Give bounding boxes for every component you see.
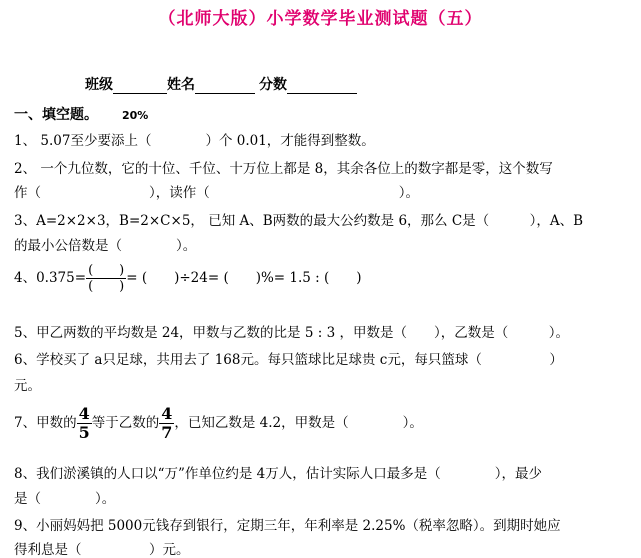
section-title: 一、填空题。 <box>14 107 98 123</box>
question-7-suffix: ，已知乙数是 4.2，甲数是（ ）。 <box>174 415 423 431</box>
section-percent: 20% <box>122 109 149 122</box>
question-3-line-2: 的最小公倍数是（ ）。 <box>14 238 197 254</box>
question-2-line-2: 作（ ），读作（ ）。 <box>14 185 419 201</box>
name-label: 姓名 <box>167 77 195 93</box>
question-4-suffix: = ( )÷24= ( )%= 1.5 : ( ) <box>126 270 362 286</box>
question-7-prefix: 7、甲数的 <box>14 415 77 431</box>
fraction-numerator: ( ) <box>88 263 125 278</box>
student-info-line <box>85 74 357 94</box>
score-label: 分数 <box>259 77 287 93</box>
question-7-fraction-1 <box>77 406 92 441</box>
question-7-fraction-2 <box>159 406 174 441</box>
question-9-line-1: 9、小丽妈妈把 5000元钱存到银行，定期三年，年利率是 2.25%（税率忽略）。到期时她应 <box>14 518 561 534</box>
question-3-line-1: 3、A=2×2×3，B=2×C×5， 已知 A、B两数的最大公约数是 6，那么 C是（ ），A、B <box>14 213 584 229</box>
class-label: 班级 <box>85 77 113 93</box>
score-blank <box>287 79 357 94</box>
page-title: （北师大版）小学数学毕业测试题（五） <box>158 9 483 29</box>
fraction-denominator: ( ) <box>88 279 125 294</box>
question-4-prefix: 4、0.375= <box>14 270 87 286</box>
fraction-denominator: 5 <box>78 423 90 442</box>
fraction-numerator: 4 <box>78 404 90 423</box>
question-1: 1、 5.07至少要添上（ ）个 0.01，才能得到整数。 <box>14 133 375 149</box>
question-5: 5、甲乙两数的平均数是 24，甲数与乙数的比是 5 : 3 ，甲数是（ ），乙数是（ ）。 <box>14 325 569 341</box>
fraction-denominator: 7 <box>161 423 173 442</box>
question-2-line-1: 2、 一个九位数，它的十位、千位、十万位上都是 8，其余各位上的数字都是零，这个数写 <box>14 161 553 177</box>
fraction-numerator: 4 <box>161 404 173 423</box>
question-4-fraction <box>86 264 126 293</box>
question-6-line-2: 元。 <box>14 378 41 394</box>
question-7-middle: 等于乙数的 <box>91 415 160 431</box>
question-9-line-2: 得利息是（ ）元。 <box>14 542 190 558</box>
question-8-line-2: 是（ ）。 <box>14 491 116 507</box>
class-blank <box>113 79 167 94</box>
section-heading <box>14 104 148 124</box>
question-7 <box>14 406 423 441</box>
question-4 <box>14 264 362 293</box>
question-6-line-1: 6、学校买了 a只足球，共用去了 168元。每只篮球比足球贵 c元，每只篮球（ ） <box>14 352 563 368</box>
name-blank <box>195 79 255 94</box>
question-8-line-1: 8、我们淤溪镇的人口以“万”作单位约是 4万人，估计实际人口最多是（ ），最少 <box>14 466 543 482</box>
